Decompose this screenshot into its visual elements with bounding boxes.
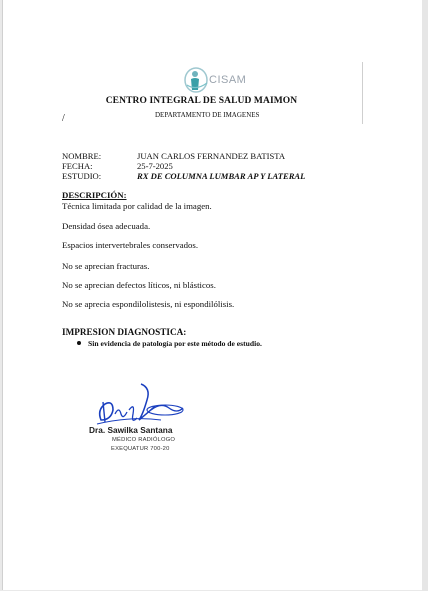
viewer-scroll-gutter [422, 0, 428, 591]
patient-name-row [62, 151, 285, 161]
description-line: No se aprecian defectos líticos, ni blásticos. [62, 280, 216, 290]
signer-exequatur: EXEQUATUR 700-20 [111, 446, 170, 452]
name-label: NOMBRE: [62, 151, 102, 161]
study-value: RX DE COLUMNA LUMBAR AP Y LATERAL [137, 171, 306, 181]
stray-mark: / [62, 113, 65, 124]
description-heading: DESCRIPCIÓN: [62, 190, 127, 200]
date-row [62, 161, 173, 171]
document-page [2, 0, 423, 590]
study-label: ESTUDIO: [62, 171, 102, 181]
date-label: FECHA: [62, 161, 93, 171]
logo-text: CISAM [209, 74, 247, 86]
margin-line [362, 62, 363, 124]
signer-name: Dra. Sawilka Santana [89, 425, 173, 435]
description-line: Técnica limitada por calidad de la imagen. [62, 201, 212, 211]
impression-item [77, 339, 262, 348]
description-line: Espacios intervertebrales conservados. [62, 240, 199, 250]
bullet-icon [77, 341, 81, 345]
impression-heading: IMPRESION DIAGNOSTICA: [62, 327, 187, 337]
impression-text: Sin evidencia de patología por este método de estudio. [88, 339, 262, 348]
date-value: 25-7-2025 [137, 161, 173, 171]
description-line: No se aprecian fracturas. [62, 261, 150, 271]
center-name: CENTRO INTEGRAL DE SALUD MAIMON [105, 96, 298, 106]
description-line: No se aprecia espondilolistesis, ni espondilólisis. [62, 299, 235, 309]
department-name: DEPARTAMENTO DE IMAGENES [155, 111, 260, 119]
name-value: JUAN CARLOS FERNANDEZ BATISTA [137, 151, 286, 161]
description-line: Densidad ósea adecuada. [62, 221, 151, 231]
signer-title: MÉDICO RADIÓLOGO [112, 437, 176, 443]
study-row [62, 171, 305, 181]
handwritten-signature [91, 380, 191, 428]
